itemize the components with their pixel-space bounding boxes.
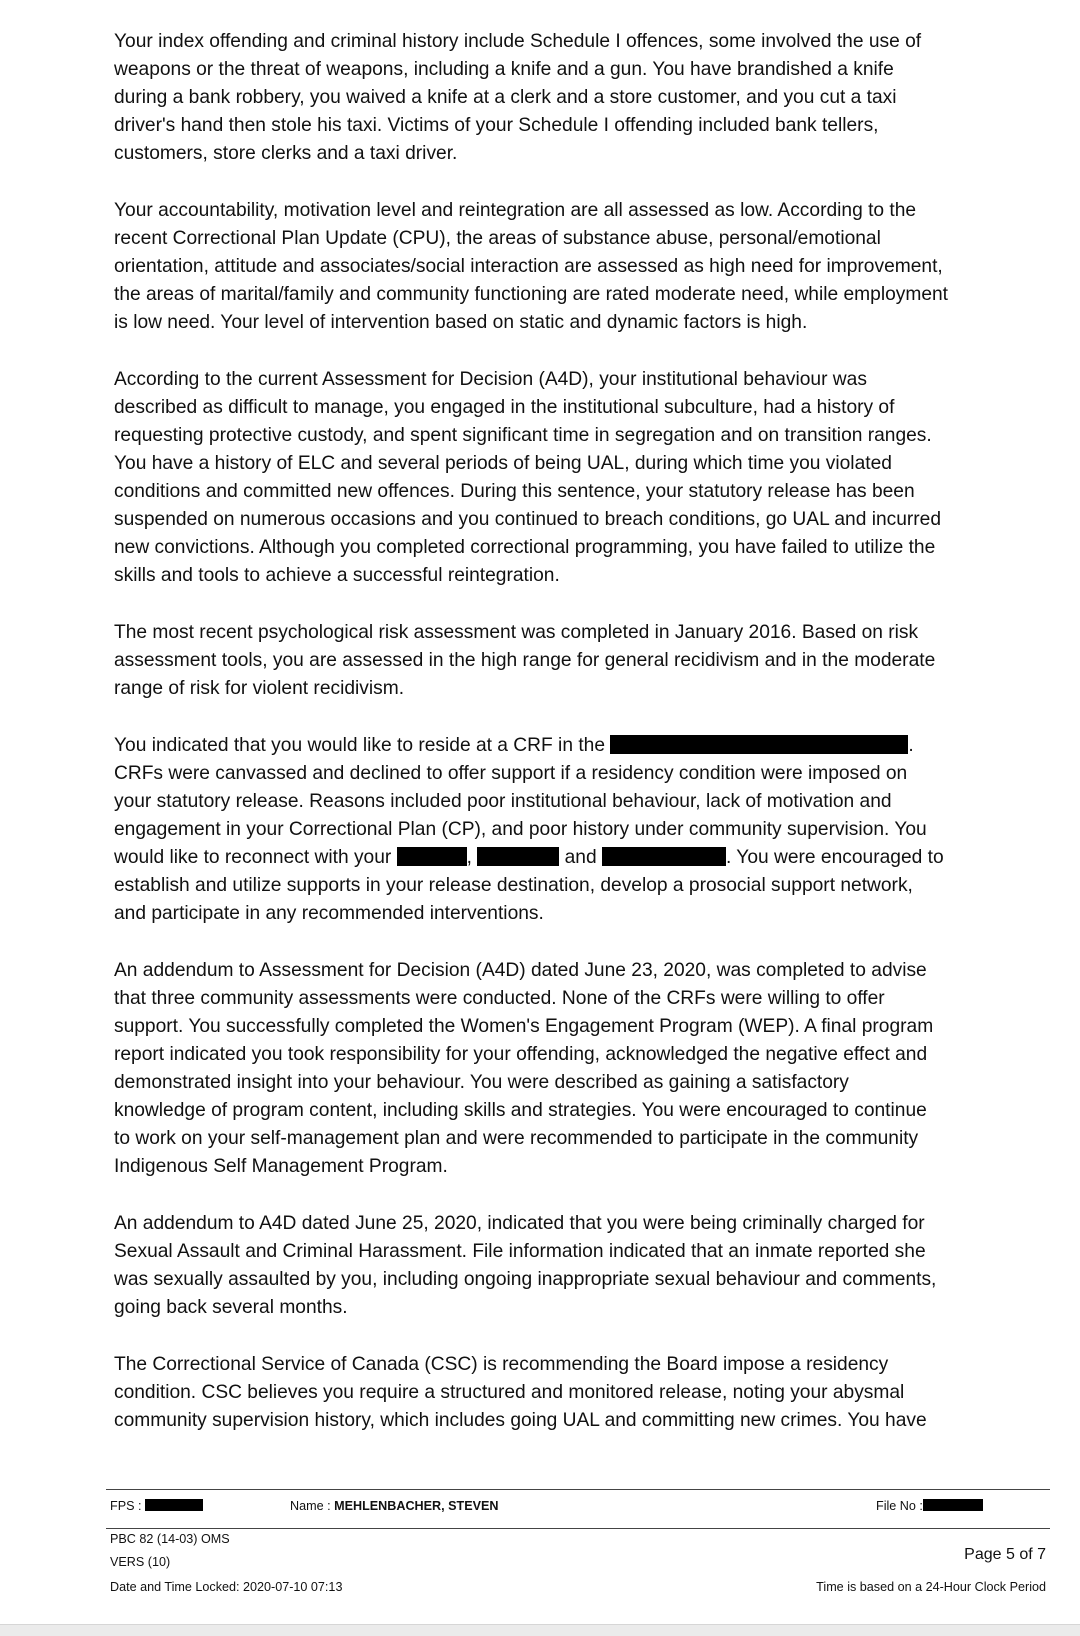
footer-top-rule xyxy=(106,1489,1050,1490)
form-version: VERS (10) xyxy=(110,1555,171,1569)
paragraph-addendum-june-23: An addendum to Assessment for Decision (A4D) dated June 23, 2020, was completed to advise that three community assessments were conducted. None of the CRFs were willing to offer support. You successfully completed the Women's Engagement Program (WEP). A final program report indicated you took responsibility for your offending, acknowledged the negative effect and demonstrated insight into your behaviour. You were described as gaining a satisfactory knowledge of program content, including skills and strategies. You were encouraged to continue to work on your self-management plan and were recommended to participate in the community Indigenous Self Management Program. xyxy=(114,960,934,1177)
file-number-redaction xyxy=(923,1499,983,1511)
paragraph-accountability: Your accountability, motivation level and reintegration are all assessed as low. According to the recent Correctional Plan Update (CPU), the areas of substance abuse, personal/emotional orientation, attitude and associates/social interaction are assessed as high need for improvement, the areas of marital/family and community functioning are rated moderate need, while employment is low need. Your level of intervention based on static and dynamic factors is high. xyxy=(114,200,949,333)
release-plan-line-7: and participate in any recommended interventions. xyxy=(114,903,544,924)
release-plan-line-1: You indicated that you would like to reside at a CRF in the . xyxy=(114,735,914,756)
redaction-block xyxy=(397,847,467,866)
paragraph-institutional-behaviour: According to the current Assessment for Decision (A4D), your institutional behaviour was described as difficult to manage, you engaged in the institutional subculture, had a history of requesting protective custody, and spent significant time in segregation and on transition ranges. You have a history of ELC and several periods of being UAL, during which time you violated conditions and committed new offences. During this sentence, your statutory release has been suspended on numerous occasions and you continued to breach conditions, go UAL and incurred new convictions. Although you completed correctional programming, you have failed to utilize the skills and tools to achieve a successful reintegration. xyxy=(114,369,942,586)
file-number-field xyxy=(876,1499,983,1513)
date-locked: Date and Time Locked: 2020-07-10 07:13 xyxy=(110,1580,343,1594)
paragraph-release-plan xyxy=(114,732,1049,928)
page-bottom-edge xyxy=(0,1624,1080,1636)
fps-redaction xyxy=(145,1499,203,1511)
footer-bottom-rule xyxy=(106,1528,1050,1529)
time-note: Time is based on a 24-Hour Clock Period xyxy=(816,1580,1046,1594)
release-plan-line-2: CRFs were canvassed and declined to offer support if a residency condition were imposed on xyxy=(114,763,908,784)
paragraph-csc-recommendation: The Correctional Service of Canada (CSC) is recommending the Board impose a residency condition. CSC believes you require a structured and monitored release, noting your abysmal community supervision history, which includes going UAL and committing new crimes. You have xyxy=(114,1354,927,1431)
letter-body xyxy=(114,28,1049,1435)
form-code: PBC 82 (14-03) OMS xyxy=(110,1532,230,1546)
page-number: Page 5 of 7 xyxy=(964,1546,1046,1563)
fps-field xyxy=(110,1499,203,1513)
paragraph-risk-assessment: The most recent psychological risk assessment was completed in January 2016. Based on risk assessment tools, you are assessed in the high range for general recidivism and in the moderate range of risk for violent recidivism. xyxy=(114,622,936,699)
fps-label: FPS : xyxy=(110,1499,142,1513)
redaction-block xyxy=(602,847,726,866)
release-plan-line-6: establish and utilize supports in your release destination, develop a prosocial support network, xyxy=(114,875,913,896)
offender-name: MEHLENBACHER, STEVEN xyxy=(334,1499,499,1513)
paragraph-criminal-history: Your index offending and criminal history include Schedule I offences, some involved the use of weapons or the threat of weapons, including a knife and a gun. You have brandished a knife during a bank robbery, you waived a knife at a clerk and a store customer, and you cut a taxi driver's hand then stole his taxi. Victims of your Schedule I offending included bank tellers, customers, store clerks and a taxi driver. xyxy=(114,31,922,164)
release-plan-line-4: engagement in your Correctional Plan (CP), and poor history under community supervision. You xyxy=(114,819,927,840)
file-number-label: File No : xyxy=(876,1499,923,1513)
release-plan-line-5: would like to reconnect with your , and . You were encouraged to xyxy=(114,847,944,868)
release-plan-line-3: your statutory release. Reasons included poor institutional behaviour, lack of motivation and xyxy=(114,791,892,812)
redaction-block xyxy=(610,735,908,754)
name-field xyxy=(290,1499,499,1513)
redaction-block xyxy=(477,847,559,866)
name-label: Name : xyxy=(290,1499,331,1513)
paragraph-addendum-june-25: An addendum to A4D dated June 25, 2020, indicated that you were being criminally charged for Sexual Assault and Criminal Harassment. File information indicated that an inmate reported she was sexually assaulted by you, including ongoing inappropriate sexual behaviour and comments, going back several months. xyxy=(114,1213,937,1318)
